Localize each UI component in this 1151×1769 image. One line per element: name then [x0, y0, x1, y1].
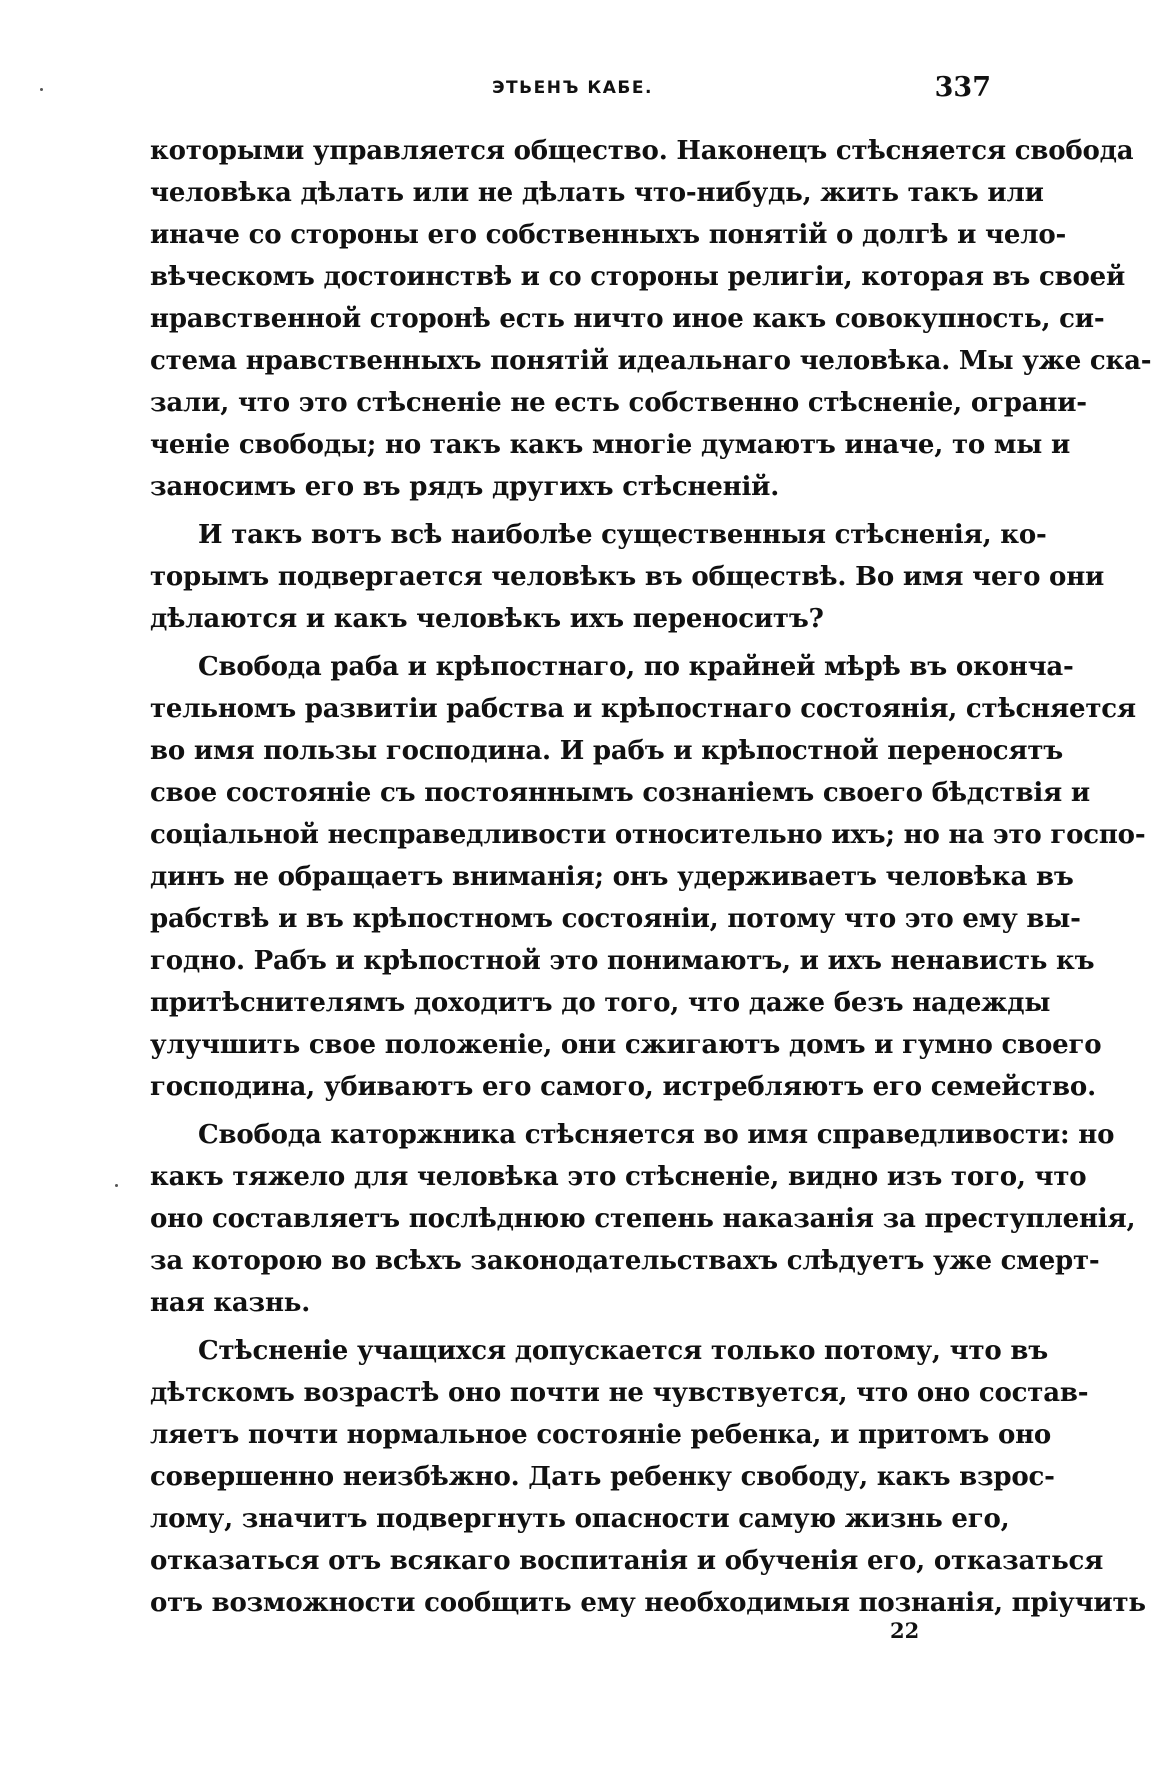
paragraph-3	[150, 646, 1146, 1108]
text-line: динъ не обращаетъ вниманія; онъ удерживаетъ человѣка въ	[150, 862, 1074, 892]
text-line: дѣтскомъ возрастѣ оно почти не чувствуется, что оно состав-	[150, 1378, 1089, 1408]
text-line: Свобода каторжника стѣсняется во имя справедливости: но	[198, 1120, 1115, 1150]
text-line: во имя пользы господина. И рабъ и крѣпостной переносятъ	[150, 736, 1064, 766]
text-line: ченіе свободы; но такъ какъ многіе думаютъ иначе, то мы и	[150, 430, 1071, 460]
text-line: совершенно неизбѣжно. Дать ребенку свободу, какъ взрос-	[150, 1462, 1055, 1492]
text-line: за которою во всѣхъ законодательствахъ слѣдуетъ уже смерт-	[150, 1246, 1100, 1276]
paragraph-1	[150, 130, 1151, 508]
text-line: торымъ подвергается человѣкъ въ обществѣ. Во имя чего они	[150, 562, 1105, 592]
text-line: Свобода раба и крѣпостнаго, по крайней мѣрѣ въ оконча-	[198, 652, 1074, 682]
text-line: притѣснителямъ доходитъ до того, что даже безъ надежды	[150, 988, 1051, 1018]
text-line: лому, значитъ подвергнуть опасности самую жизнь его,	[150, 1504, 1010, 1534]
page-number: 337	[934, 72, 991, 103]
scan-speck	[40, 88, 43, 91]
text-line: годно. Рабъ и крѣпостной это понимаютъ, и ихъ ненависть къ	[150, 946, 1095, 976]
text-line: Стѣсненіе учащихся допускается только потому, что въ	[198, 1336, 1048, 1366]
text-line: тельномъ развитіи рабства и крѣпостнаго состоянія, стѣсняется	[150, 694, 1136, 724]
scan-speck	[115, 1184, 118, 1187]
text-line: заносимъ его въ рядъ другихъ стѣсненій.	[150, 472, 780, 502]
text-line: какъ тяжело для человѣка это стѣсненіе, видно изъ того, что	[150, 1162, 1087, 1192]
page-header	[150, 72, 995, 116]
text-line: рабствѣ и въ крѣпостномъ состояніи, потому что это ему вы-	[150, 904, 1081, 934]
paragraph-5	[150, 1330, 1146, 1624]
paragraph-2	[150, 514, 1105, 640]
text-line: зали, что это стѣсненіе не есть собственно стѣсненіе, ограни-	[150, 388, 1087, 418]
text-line: И такъ вотъ всѣ наиболѣе существенныя стѣсненія, ко-	[198, 520, 1047, 550]
running-head: ЭТЬЕНЪ КАБЕ.	[492, 78, 653, 98]
body-text	[150, 130, 1151, 1630]
paragraph-4	[150, 1114, 1136, 1324]
text-line: оно составляетъ послѣднюю степень наказанія за преступленія,	[150, 1204, 1136, 1234]
text-line: дѣлаются и какъ человѣкъ ихъ переноситъ?	[150, 604, 824, 634]
text-line: отъ возможности сообщить ему необходимыя познанія, пріучить	[150, 1588, 1146, 1618]
text-line: господина, убиваютъ его самого, истребляютъ его семейство.	[150, 1072, 1096, 1102]
printer-signature: 22	[890, 1618, 920, 1643]
text-line: человѣка дѣлать или не дѣлать что-нибудь, жить такъ или	[150, 178, 1044, 208]
text-line: ная казнь.	[150, 1288, 311, 1318]
text-line: ляетъ почти нормальное состояніе ребенка, и притомъ оно	[150, 1420, 1052, 1450]
text-line: свое состояніе съ постояннымъ сознаніемъ своего бѣдствія и	[150, 778, 1090, 808]
text-line: иначе со стороны его собственныхъ понятій о долгѣ и чело-	[150, 220, 1067, 250]
text-line: отказаться отъ всякаго воспитанія и обученія его, отказаться	[150, 1546, 1104, 1576]
text-line: стема нравственныхъ понятій идеальнаго человѣка. Мы уже ска-	[150, 346, 1151, 376]
text-line: вѣческомъ достоинствѣ и со стороны религіи, которая въ своей	[150, 262, 1126, 292]
text-line: нравственной сторонѣ есть ничто иное какъ совокупность, си-	[150, 304, 1105, 334]
text-line: которыми управляется общество. Наконецъ стѣсняется свобода	[150, 136, 1134, 166]
text-line: улучшить свое положеніе, они сжигаютъ домъ и гумно своего	[150, 1030, 1102, 1060]
text-line: соціальной несправедливости относительно ихъ; но на это госпо-	[150, 820, 1146, 850]
